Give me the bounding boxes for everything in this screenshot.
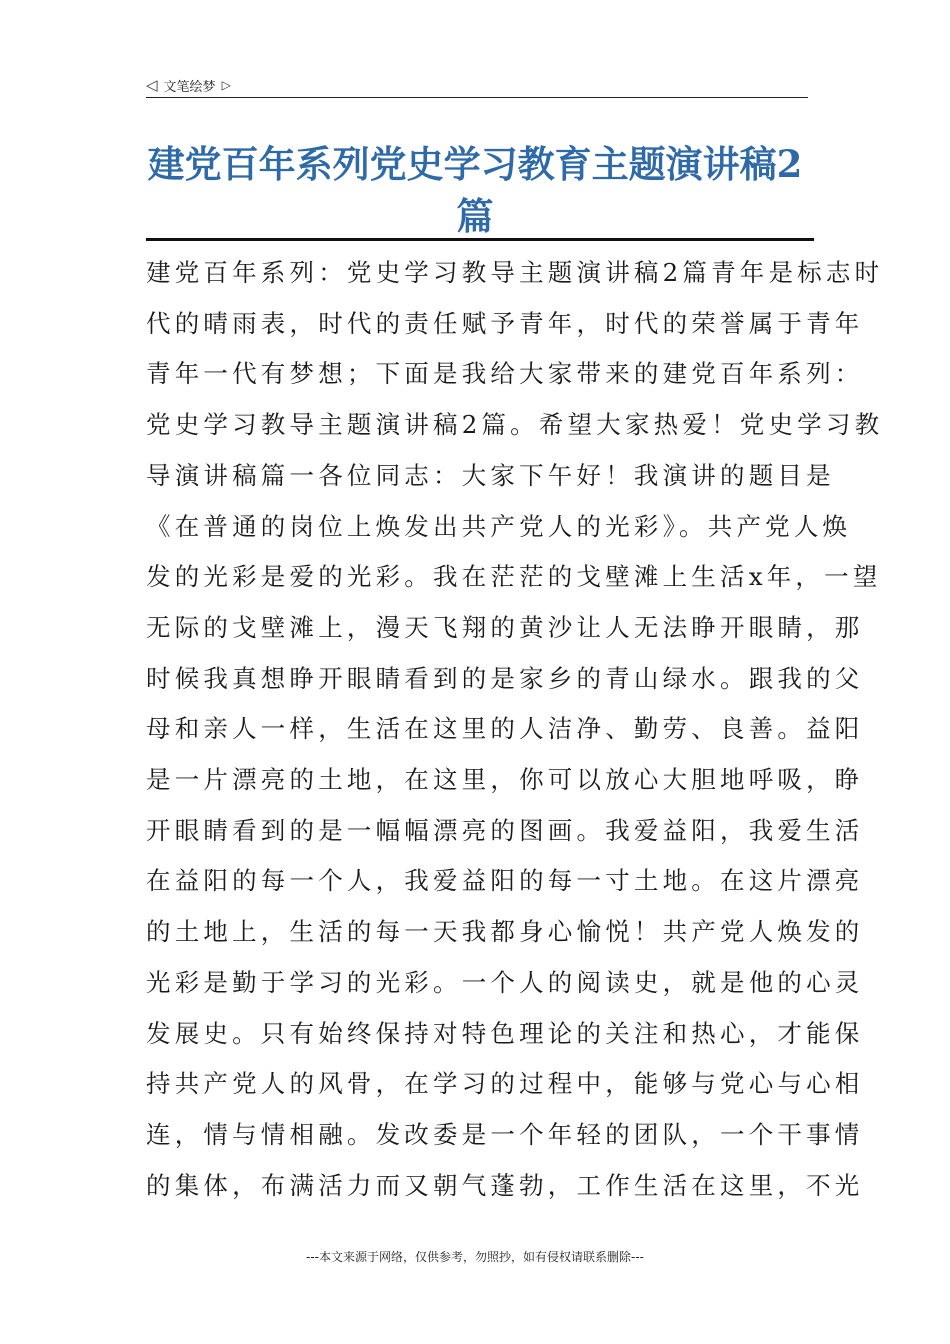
- body-line: 母和亲人一样，生活在这里的人洁净、勤劳、良善。益阳: [146, 714, 864, 744]
- body-line: 开眼睛看到的是一幅幅漂亮的图画。我爱益阳，我爱生活: [146, 815, 864, 845]
- site-name: 文笔绘梦: [163, 79, 216, 95]
- body-line: 的集体，布满活力而又朝气蓬勃，工作生活在这里，不光: [146, 1170, 864, 1200]
- title-line-1: 建党百年系列党史学习教育主题演讲稿2: [147, 142, 803, 186]
- triangle-left-icon: ◁: [146, 75, 158, 94]
- header-divider: [146, 97, 808, 98]
- body-line: 建党百年系列：党史学习教导主题演讲稿2篇青年是标志时: [146, 258, 884, 287]
- body-line: 《在普通的岗位上焕发出共产党人的光彩》。共产党人焕: [146, 511, 852, 541]
- body-line: 发展史。只有始终保持对特色理论的关注和热心，才能保: [146, 1018, 864, 1048]
- body-line: 导演讲稿篇一各位同志：大家下午好！我演讲的题目是: [146, 460, 835, 490]
- body-line: 无际的戈壁滩上，漫天飞翔的黄沙让人无法睁开眼睛，那: [146, 612, 864, 642]
- page-header: [146, 72, 806, 98]
- title-divider: [146, 238, 814, 241]
- body-line: 光彩是勤于学习的光彩。一个人的阅读史，就是他的心灵: [146, 967, 864, 997]
- body-text: [146, 248, 884, 1211]
- body-line: 青年一代有梦想；下面是我给大家带来的建党百年系列：: [146, 359, 864, 389]
- body-line: 代的晴雨表，时代的责任赋予青年，时代的荣誉属于青年: [146, 308, 864, 338]
- body-line: 是一片漂亮的土地，在这里，你可以放心大胆地呼吸，睁: [146, 765, 864, 795]
- footer-disclaimer: ---本文来源于网络，仅供参考，勿照抄，如有侵权请联系删除---: [306, 1250, 644, 1264]
- body-line: 持共产党人的风骨，在学习的过程中，能够与党心与心相: [146, 1069, 864, 1099]
- document-title: [140, 138, 810, 242]
- triangle-right-icon: ▷: [221, 78, 231, 92]
- body-line: 党史学习教导主题演讲稿2篇。希望大家热爱！党史学习教: [146, 410, 884, 440]
- title-line-2: 篇: [456, 194, 494, 238]
- body-line: 连，情与情相融。发改委是一个年轻的团队，一个干事情: [146, 1119, 864, 1149]
- body-line: 在益阳的每一个人，我爱益阳的每一寸土地。在这片漂亮: [146, 866, 864, 896]
- body-line: 的土地上，生活的每一天我都身心愉悦！共产党人焕发的: [146, 917, 864, 947]
- body-line: 时候我真想睁开眼睛看到的是家乡的青山绿水。跟我的父: [146, 663, 864, 693]
- body-line: 发的光彩是爱的光彩。我在茫茫的戈壁滩上生活x年，一望: [146, 562, 882, 592]
